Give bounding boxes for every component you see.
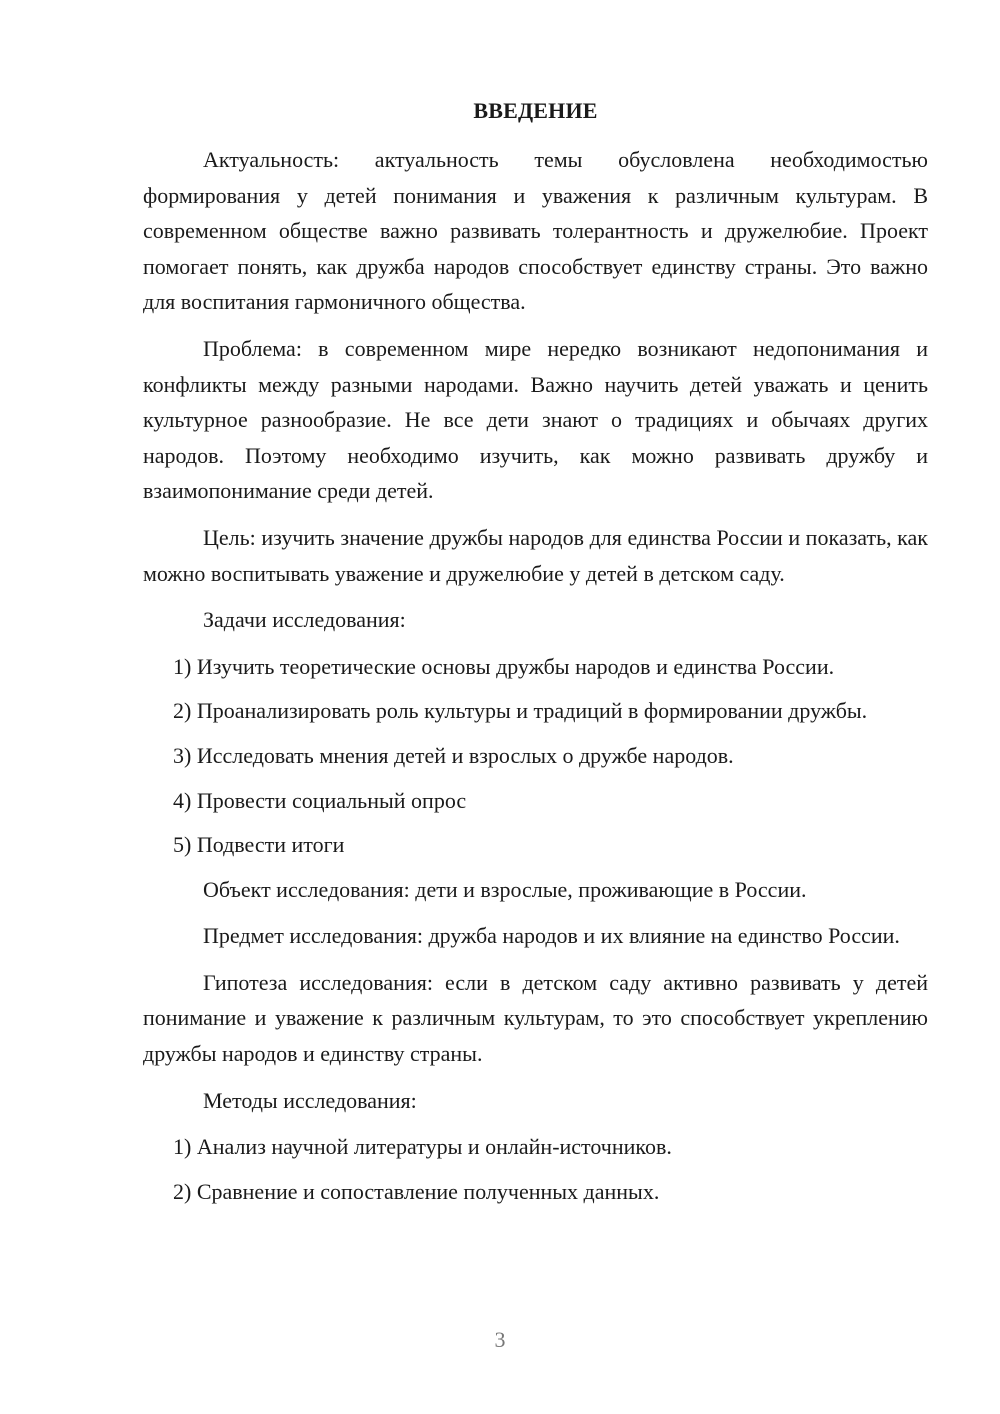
tasks-list <box>143 649 928 863</box>
tasks-heading: Задачи исследования: <box>203 607 406 633</box>
methods-list <box>143 1129 928 1209</box>
page-number: 3 <box>494 1327 506 1352</box>
method-item: 2) Сравнение и сопоставление полученных данных. <box>173 1178 660 1204</box>
problem-paragraph: Проблема: в современном мире нередко возникают недопонимания и конфликты между разными народами. Важно научить детей уважать и ценить культурное разнообразие. Не все дети знают о традициях и обычаях других народов. Поэтому необходимо изучить, как можно развивать дружбу и взаимопонимание среди детей. <box>143 335 928 504</box>
subject-paragraph: Предмет исследования: дружба народов и их влияние на единство России. <box>203 923 900 949</box>
task-item: 4) Провести социальный опрос <box>173 787 467 813</box>
section-title: ВВЕДЕНИЕ <box>473 98 598 123</box>
method-item: 1) Анализ научной литературы и онлайн-источников. <box>173 1134 672 1160</box>
task-item: 3) Исследовать мнения детей и взрослых о дружбе народов. <box>173 742 734 768</box>
task-item: 5) Подвести итоги <box>173 832 345 858</box>
relevance-paragraph: Актуальность: актуальность темы обусловлена необходимостью формирования у детей понимания и уважения к различным культурам. В современном обществе важно развивать толерантность и дружелюбие. Проект помогает понять, как дружба народов способствует единству страны. Это важно для воспитания гармоничного общества. <box>143 147 928 315</box>
hypothesis-paragraph: Гипотеза исследования: если в детском саду активно развивать у детей понимание и уважение к различным культурам, то это способствует укреплению дружбы народов и единству страны. <box>143 969 928 1067</box>
object-paragraph: Объект исследования: дети и взрослые, проживающие в России. <box>203 876 807 902</box>
goal-paragraph: Цель: изучить значение дружбы народов для единства России и показать, как можно воспитывать уважение и дружелюбие у детей в детском саду. <box>143 524 928 586</box>
methods-heading: Методы исследования: <box>203 1087 417 1113</box>
document-page <box>143 94 928 1218</box>
task-item: 1) Изучить теоретические основы дружбы народов и единства России. <box>173 653 835 679</box>
task-item: 2) Проанализировать роль культуры и традиций в формировании дружбы. <box>173 698 868 724</box>
